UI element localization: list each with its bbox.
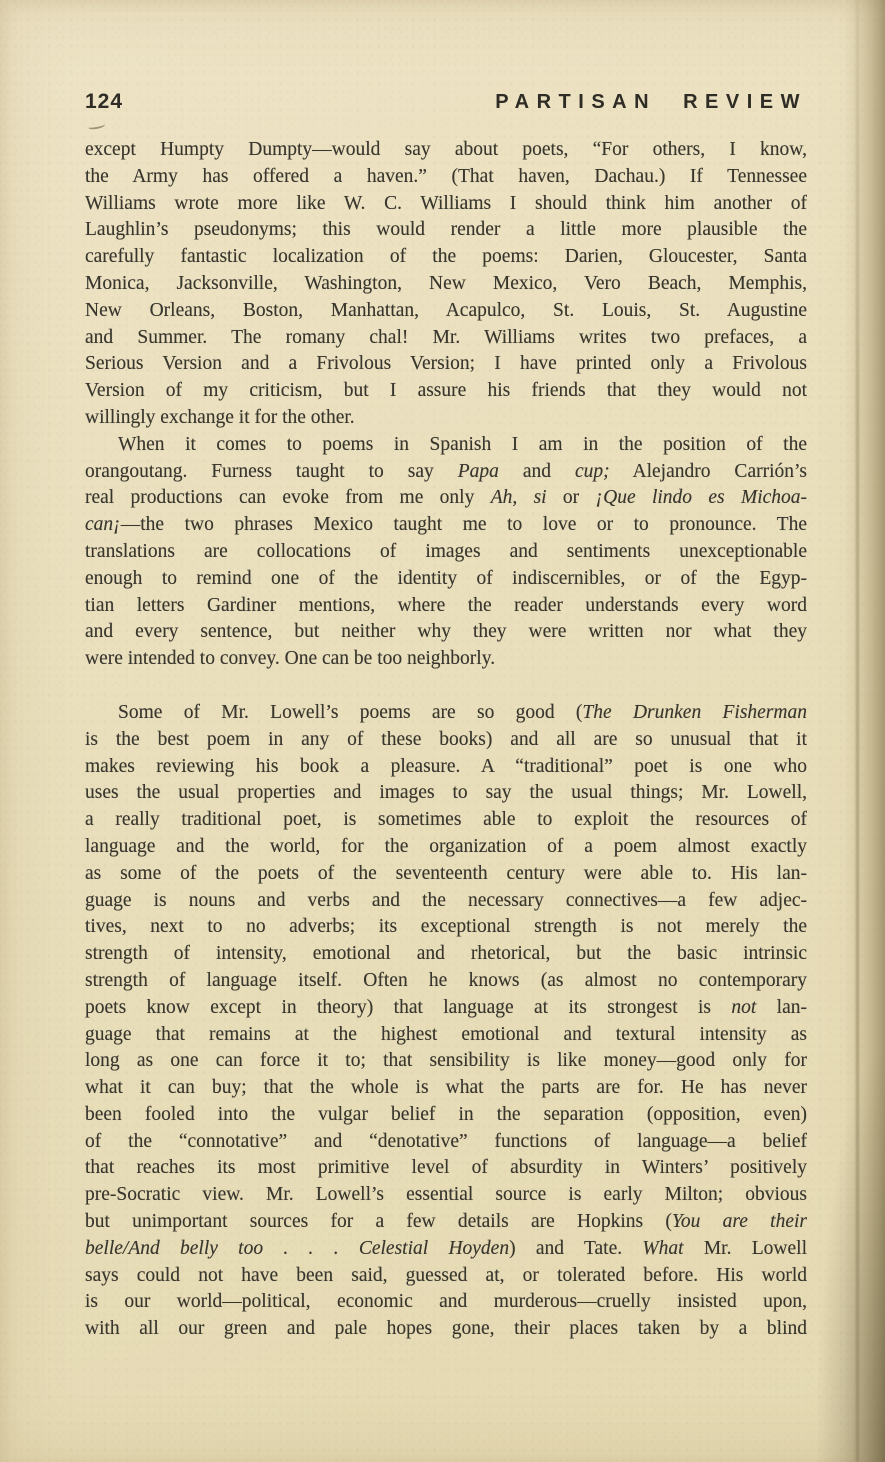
text-line: uses the usual properties and images to say the usual things; Mr. Lowell, <box>85 782 807 804</box>
text-line: except Humpty Dumpty—would say about poets, “For others, I know, <box>85 139 807 160</box>
page-number: 124 <box>85 90 124 113</box>
text-line: of the “connotative” and “denotative” functions of language—a belief <box>85 1130 807 1152</box>
text-line: When it comes to poems in Spanish I am in the position of the <box>118 433 807 455</box>
paragraph <box>85 137 807 432</box>
text-line: Some of Mr. Lowell’s poems are so good (The Drunken Fisherman <box>118 701 807 723</box>
text-line: real productions can evoke from me only Ah, si or ¡Que lindo es Michoa- <box>85 487 807 509</box>
text-line: and every sentence, but neither why they were written nor what they <box>85 621 807 643</box>
running-header <box>85 90 807 114</box>
text-line: carefully fantastic localization of the poems: Darien, Gloucester, Santa <box>85 246 807 268</box>
text-line: guage that remains at the highest emotional and textural intensity as <box>85 1023 807 1045</box>
text-line: can¡—the two phrases Mexico taught me to love or to pronounce. The <box>85 514 807 536</box>
text-line: says could not have been said, guessed at, or tolerated before. His world <box>85 1264 807 1286</box>
text-line: as some of the poets of the seventeenth century were able to. His lan- <box>85 862 807 884</box>
text-line: tives, next to no adverbs; its exceptional strength is not merely the <box>85 916 807 938</box>
pencil-mark <box>88 122 106 131</box>
text-line: orangoutang. Furness taught to say Papa and cup; Alejandro Carrión’s <box>85 460 807 482</box>
text-line: poets know except in theory) that language at its strongest is not lan- <box>85 996 807 1018</box>
text-line: belle/And belly too . . . Celestial Hoyden) and Tate. What Mr. Lowell <box>85 1237 807 1259</box>
text-line: Version of my criticism, but I assure his friends that they would not <box>85 380 807 402</box>
text-line: the Army has offered a haven.” (That haven, Dachau.) If Tennessee <box>85 165 807 187</box>
text-line: tian letters Gardiner mentions, where the reader understands every word <box>85 594 807 616</box>
body-text <box>85 137 807 1343</box>
text-line: that reaches its most primitive level of absurdity in Winters’ positively <box>85 1157 807 1179</box>
text-line: pre-Socratic view. Mr. Lowell’s essential source is early Milton; obvious <box>85 1184 807 1206</box>
text-line: Serious Version and a Frivolous Version; I have printed only a Frivolous <box>85 353 807 375</box>
corner-shadow <box>815 1042 885 1462</box>
paragraph <box>85 432 807 673</box>
text-line: makes reviewing his book a pleasure. A “traditional” poet is one who <box>85 755 807 777</box>
text-line: were intended to convey. One can be too neighborly. <box>85 648 496 670</box>
text-line: New Orleans, Boston, Manhattan, Acapulco, St. Louis, St. Augustine <box>85 299 807 321</box>
text-line: been fooled into the vulgar belief in the separation (opposition, even) <box>85 1103 807 1125</box>
text-line: language and the world, for the organization of a poem almost exactly <box>85 835 807 857</box>
text-line: Laughlin’s pseudonyms; this would render a little more plausible the <box>85 219 807 241</box>
gutter-crease <box>856 0 859 1462</box>
text-line: and Summer. The romany chal! Mr. Williams writes two prefaces, a <box>85 326 807 348</box>
text-line: what it can buy; that the whole is what the parts are for. He has never <box>85 1077 807 1099</box>
text-line: with all our green and pale hopes gone, their places taken by a blind <box>85 1318 807 1340</box>
text-line: translations are collocations of images and sentiments unexceptionable <box>85 540 807 562</box>
text-line: is the best poem in any of these books) and all are so unusual that it <box>85 728 807 750</box>
text-line: strength of language itself. Often he knows (as almost no contemporary <box>85 969 807 991</box>
page-edge-shadow <box>843 0 885 1462</box>
text-line: but unimportant sources for a few details are Hopkins (You are their <box>85 1211 807 1233</box>
text-line: Monica, Jacksonville, Washington, New Mexico, Vero Beach, Memphis, <box>85 272 807 294</box>
text-line: a really traditional poet, is sometimes able to exploit the resources of <box>85 809 807 831</box>
text-line: is our world—political, economic and murderous—cruelly insisted upon, <box>85 1291 807 1313</box>
text-line: Williams wrote more like W. C. Williams I should think him another of <box>85 192 807 214</box>
journal-title: PARTISAN REVIEW <box>495 91 807 113</box>
paragraph <box>85 700 807 1343</box>
text-line: enough to remind one of the identity of indiscernibles, or of the Egyp- <box>85 567 807 589</box>
text-line: strength of intensity, emotional and rhetorical, but the basic intrinsic <box>85 943 807 965</box>
text-line: guage is nouns and verbs and the necessary connectives—a few adjec- <box>85 889 807 911</box>
text-line: willingly exchange it for the other. <box>85 406 355 428</box>
text-line: long as one can force it to; that sensibility is like money—good only for <box>85 1050 807 1072</box>
